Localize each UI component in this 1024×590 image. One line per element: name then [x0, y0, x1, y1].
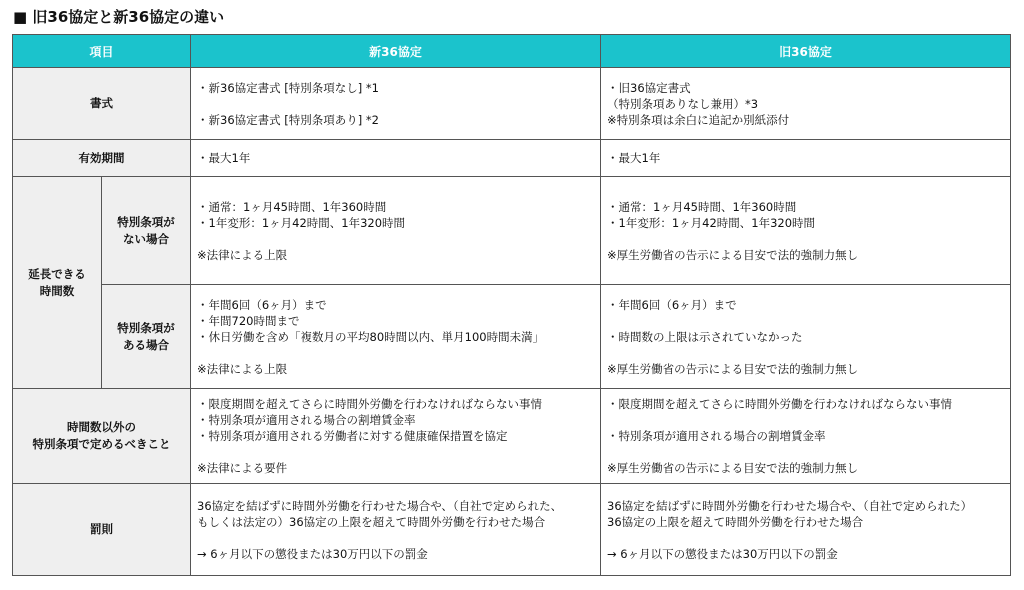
cell-no-clause-old: ・通常：1ヶ月45時間、1年360時間 ・1年変形：1ヶ月42時間、1年320時間 ※厚生労働省の告示による目安で法的強制力無し	[601, 177, 1011, 285]
cell-penalty-old: 36協定を結ばずに時間外労働を行わせた場合や、（自社で定められた） 36協定の上限を超えて時間外労働を行わせた場合 → 6ヶ月以下の懲役または30万円以下の罰金	[601, 484, 1011, 576]
label-validity: 有効期間	[13, 140, 191, 177]
cell-format-new: ・新36協定書式 [特別条項なし] *1 ・新36協定書式 [特別条項あり] *2	[191, 68, 601, 140]
table-row-format	[13, 68, 1011, 140]
header-new: 新36協定	[191, 35, 601, 68]
cell-with-clause-new: ・年間6回（6ヶ月）まで ・年間720時間まで ・休日労働を含め「複数月の平均80時間以内、単月100時間未満」 ※法律による上限	[191, 285, 601, 389]
cell-validity-new: ・最大1年	[191, 140, 601, 177]
table-row-penalty	[13, 484, 1011, 576]
table-row-validity	[13, 140, 1011, 177]
table-row-with-clause	[13, 285, 1011, 389]
cell-with-clause-old: ・年間6回（6ヶ月）まで ・時間数の上限は示されていなかった ※厚生労働省の告示による目安で法的強制力無し	[601, 285, 1011, 389]
table-row-other	[13, 389, 1011, 484]
cell-other-new: ・限度期間を超えてさらに時間外労働を行わなければならない事情 ・特別条項が適用される場合の割増賃金率 ・特別条項が適用される労働者に対する健康確保措置を協定 ※法律による要件	[191, 389, 601, 484]
header-item: 項目	[13, 35, 191, 68]
header-old: 旧36協定	[601, 35, 1011, 68]
cell-format-old: ・旧36協定書式 （特別条項ありなし兼用）*3 ※特別条項は余白に追記か別紙添付	[601, 68, 1011, 140]
label-no-clause: 特別条項が ない場合	[102, 177, 191, 285]
table-header-row	[13, 35, 1011, 68]
label-extend-hours: 延長できる 時間数	[13, 177, 102, 389]
cell-other-old: ・限度期間を超えてさらに時間外労働を行わなければならない事情 ・特別条項が適用される場合の割増賃金率 ※厚生労働省の告示による目安で法的強制力無し	[601, 389, 1011, 484]
label-format: 書式	[13, 68, 191, 140]
label-with-clause: 特別条項が ある場合	[102, 285, 191, 389]
label-other: 時間数以外の 特別条項で定めるべきこと	[13, 389, 191, 484]
cell-validity-old: ・最大1年	[601, 140, 1011, 177]
table-row-no-clause	[13, 177, 1011, 285]
cell-no-clause-new: ・通常：1ヶ月45時間、1年360時間 ・1年変形：1ヶ月42時間、1年320時間 ※法律による上限	[191, 177, 601, 285]
cell-penalty-new: 36協定を結ばずに時間外労働を行わせた場合や、（自社で定められた、 もしくは法定の）36協定の上限を超えて時間外労働を行わせた場合 → 6ヶ月以下の懲役または30万円以下の罰金	[191, 484, 601, 576]
page-title: ■ 旧36協定と新36協定の違い	[13, 8, 225, 26]
label-penalty: 罰則	[13, 484, 191, 576]
comparison-table	[12, 34, 1011, 576]
